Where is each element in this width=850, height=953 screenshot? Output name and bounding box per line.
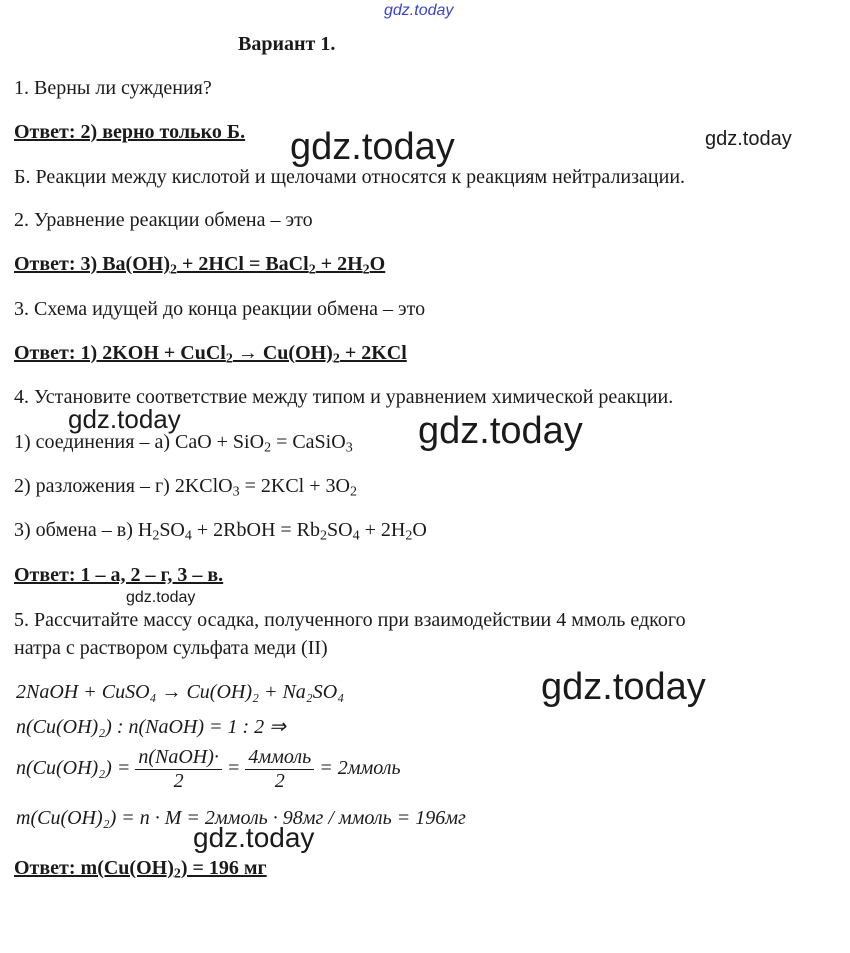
fraction: $\frac{\text{4ммоль}}{2}$ [245,746,314,793]
question-4: 4. Установите соответствие между типом и уравнением химической реакции. [14,386,674,408]
question-5-line-2: натра с раствором сульфата меди (II) [14,637,328,659]
watermark: gdz.today [290,126,455,168]
watermark-top: gdz.today [384,2,454,19]
fraction: $\frac{\text{n(NaOH)·}}{2}$ [135,746,222,793]
answer-1: Ответ: 2) верно только Б. [14,121,246,143]
watermark: gdz.today [418,410,583,452]
watermark: gdz.today [541,666,706,708]
match-line-1: 1) соединения – а) CaO + SiO$_2$ = CaSiO$_3$ [14,431,353,456]
match-line-3: 3) обмена – в) $H_2SO_4$ + 2RbOH = $Rb_2SO_4 + 2H_2O$ [14,519,427,544]
watermark: gdz.today [705,128,792,150]
question-5-line-1: 5. Рассчитайте массу осадка, полученного при взаимодействии 4 ммоль едкого [14,609,686,631]
answer-3: Ответ: 1) 2KOH + CuCl$_2$ → $Cu(OH)_2 + 2KCl$ [14,342,407,367]
watermark: gdz.today [68,404,181,434]
answer-2: Ответ: 3) $Ba(OH)_2 + 2HCl$ = BaCl$_2$ + $2H_2O$ [14,253,386,278]
question-1: 1. Верны ли суждения? [14,77,212,99]
match-line-2: 2) разложения – г) 2KClO$_3$ = $2KCl + 3O_2$ [14,475,357,500]
question-3: 3. Схема идущей до конца реакции обмена – это [14,298,426,320]
question-2: 2. Уравнение реакции обмена – это [14,209,313,231]
equation-amount: n(Cu(OH)₂) = $\frac{\text{n(NaOH)·}}{2}$ = $\frac{\text{4ммоль}}{2}$ = 2ммоль [16,746,401,792]
page-title: Вариант 1. [238,33,336,55]
equation-ratio: n(Cu(OH)₂) : n(NaOH) = 1 : 2 ⇒ [16,716,286,738]
equation-reaction: 2NaOH + CuSO₄ → Cu(OH)₂ + Na₂SO₄ [16,681,345,703]
equation-mass: m(Cu(OH)₂) = n · M = 2ммоль · 98мг / ммоль = 196мг [16,807,466,829]
answer-4: Ответ: 1 – а, 2 – г, 3 – в. [14,564,224,586]
watermark: gdz.today [193,822,315,853]
answer-5: Ответ: $m(Cu(OH)_2) = 196$ мг [14,857,267,882]
statement-b: Б. Реакции между кислотой и щелочами относятся к реакциям нейтрализации. [14,166,686,188]
watermark: gdz.today [126,589,196,606]
